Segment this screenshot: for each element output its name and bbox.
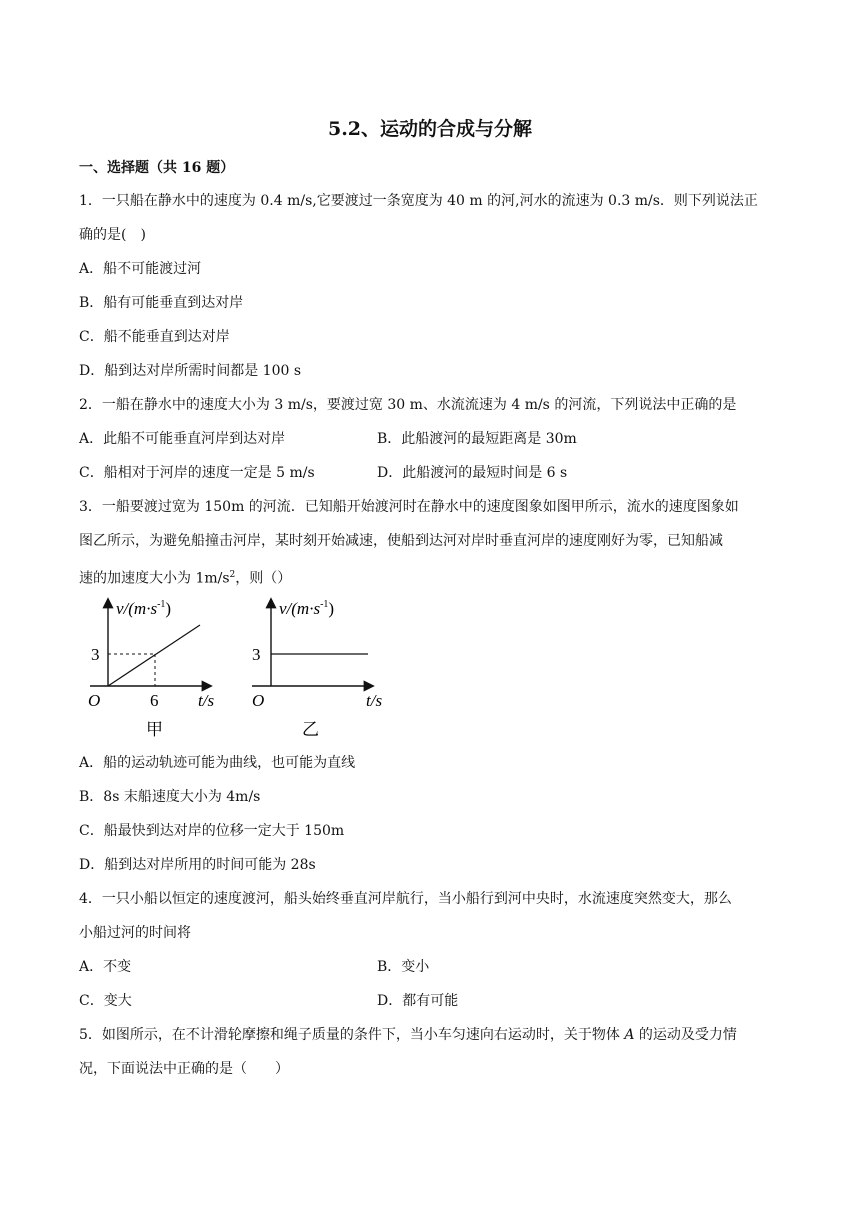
- q5-object-label: A: [624, 1027, 635, 1043]
- q1-option-b: B．船有可能垂直到达对岸: [79, 295, 244, 311]
- velocity-graph-jia: [78, 592, 218, 742]
- q3-stem-line1: 3．一船要渡过宽为 150m 的河流．已知船开始渡河时在静水中的速度图象如图甲所示，流水的速度图象如: [79, 499, 739, 515]
- q3-option-b: B．8s 末船速度大小为 4m/s: [79, 789, 261, 805]
- graph-caption: 甲: [146, 720, 163, 739]
- q1-option-a: A．船不可能渡过河: [79, 261, 202, 277]
- q2-option-a: A．此船不可能垂直河岸到达对岸: [79, 431, 286, 447]
- q3-stem-line3-text: 速的加速度大小为 1m/s: [79, 570, 230, 587]
- q1-stem-line1: 1．一只船在静水中的速度为 0.4 m/s,它要渡过一条宽度为 40 m 的河,河水的流速为 0.3 m/s．则下列说法正: [79, 193, 758, 209]
- q4-option-b: B．变小: [377, 959, 430, 975]
- q3-stem-line3-end: ，则（）: [235, 570, 292, 587]
- graph-caption: 乙: [302, 720, 319, 739]
- origin-label: O: [88, 691, 101, 710]
- velocity-line: [108, 625, 200, 686]
- velocity-graph-yi: [242, 592, 392, 742]
- section-heading: 一、选择题（共 16 题）: [79, 160, 235, 176]
- q3-option-c: C．船最快到达对岸的位移一定大于 150m: [79, 823, 345, 839]
- q5-stem-line2: 况，下面说法中正确的是（ ）: [79, 1061, 289, 1077]
- q4-option-d: D．都有可能: [377, 993, 459, 1009]
- y-tick-3: 3: [252, 645, 261, 664]
- y-axis-label: $v/(m\cdot s^{-1})$: [116, 599, 172, 618]
- q2-option-c: C．船相对于河岸的速度一定是 5 m/s: [79, 465, 315, 481]
- y-axis-label: $v/(m\cdot s^{-1})$: [279, 599, 335, 618]
- x-axis-label: t/s: [366, 691, 383, 710]
- q1-option-c: C．船不能垂直到达对岸: [79, 329, 230, 345]
- q2-option-d: D．此船渡河的最短时间是 6 s: [377, 465, 568, 481]
- q3-stem-superscript: 2: [229, 570, 236, 580]
- q2-option-b: B．此船渡河的最短距离是 30m: [377, 431, 577, 447]
- page-title: 5.2、运动的合成与分解: [327, 118, 533, 140]
- origin-label: O: [252, 691, 265, 710]
- q4-stem-line2: 小船过河的时间将: [79, 925, 191, 941]
- q5-stem-text-end: 的运动及受力情: [634, 1027, 737, 1043]
- x-axis-label: t/s: [198, 691, 215, 710]
- q3-option-d: D．船到达对岸所用的时间可能为 28s: [79, 857, 316, 873]
- q5-stem-text: 5．如图所示，在不计滑轮摩擦和绳子质量的条件下，当小车匀速向右运动时，关于物体: [79, 1027, 625, 1043]
- q2-stem: 2．一船在静水中的速度大小为 3 m/s，要渡过宽 30 m、水流流速为 4 m/s 的河流，下列说法中正确的是: [79, 397, 737, 413]
- x-tick-6: 6: [150, 691, 159, 710]
- q5-stem-line1: [79, 1025, 737, 1045]
- y-tick-3: 3: [91, 645, 100, 664]
- q3-stem-line3: [79, 565, 291, 589]
- q4-stem-line1: 4．一只小船以恒定的速度渡河，船头始终垂直河岸航行，当小船行到河中央时，水流速度突然变大，那么: [79, 891, 732, 907]
- q3-stem-line2: 图乙所示，为避免船撞击河岸，某时刻开始减速，使船到达河对岸时垂直河岸的速度刚好为零，已知船减: [79, 533, 723, 549]
- q4-option-a: A．不变: [79, 959, 132, 975]
- q3-option-a: A．船的运动轨迹可能为曲线，也可能为直线: [79, 755, 356, 771]
- q4-option-c: C．变大: [79, 993, 132, 1009]
- q1-option-d: D．船到达对岸所需时间都是 100 s: [79, 363, 302, 379]
- q1-stem-line2: 确的是( ): [79, 227, 146, 243]
